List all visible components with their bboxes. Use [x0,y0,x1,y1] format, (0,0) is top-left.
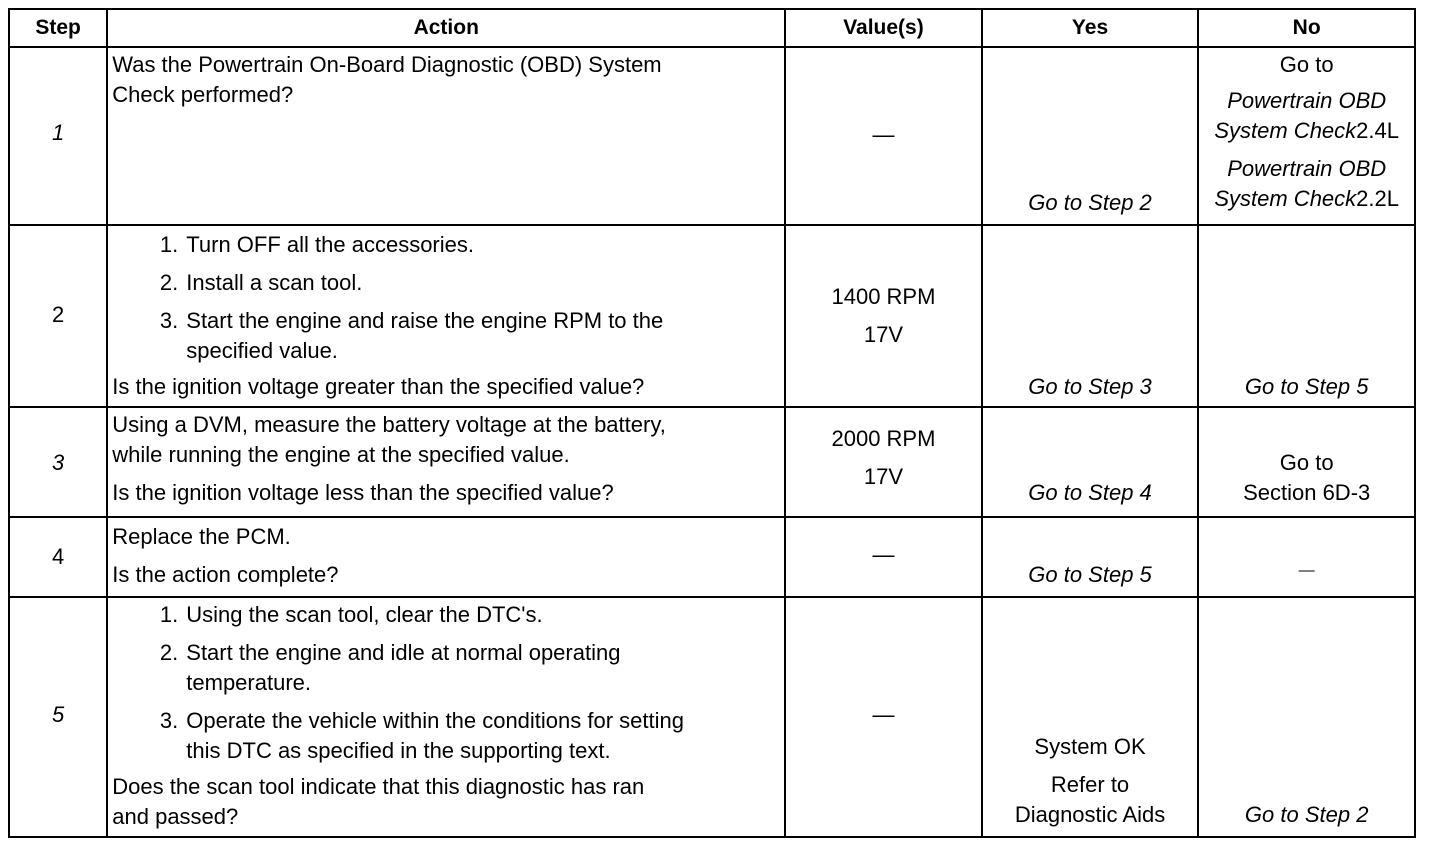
yes-cell [982,225,1199,407]
item-number: 3. [159,708,179,733]
header-action: Action [107,9,785,47]
no-cell [1198,597,1415,837]
action-question: Is the ignition voltage less than the specified value? [112,480,614,505]
list-item [130,638,620,698]
yes-link[interactable]: Go to Step 3 [1028,374,1152,399]
step-number: 3 [52,450,65,475]
action-question: and passed? [112,804,239,829]
step-cell [9,225,107,407]
no-link[interactable]: Go to [1279,450,1334,475]
item-number: 3. [159,308,179,333]
values-cell [785,407,982,517]
yes-cell [982,597,1199,837]
table-row [9,47,1415,225]
yes-cell [982,47,1199,225]
action-text: Replace the PCM. [112,524,291,549]
no-link-text: System Check [1214,186,1357,211]
values-cell [785,225,982,407]
no-text: — [1298,562,1315,579]
no-link[interactable]: Powertrain OBD [1227,156,1387,181]
value-text: 17V [863,322,904,347]
header-no: No [1198,9,1415,47]
table-row [9,225,1415,407]
table-row [9,597,1415,837]
no-link[interactable]: Go to Step 5 [1244,374,1369,399]
action-question: Is the ignition voltage greater than the specified value? [112,374,645,399]
step-number: 1 [52,120,65,145]
no-cell [1198,225,1415,407]
values-cell [785,47,982,225]
step-cell [9,47,107,225]
action-cell [107,47,785,225]
value-text: — [872,542,895,567]
item-text: Install a scan tool. [186,270,363,295]
list-item [130,268,362,298]
no-link[interactable] [1199,116,1414,146]
step-cell [9,407,107,517]
values-cell [785,517,982,597]
header-yes: Yes [982,9,1199,47]
item-number: 2. [159,640,179,665]
no-cell [1198,517,1415,597]
action-cell [107,597,785,837]
no-cell [1198,407,1415,517]
action-cell [107,517,785,597]
no-text: Go to [1279,52,1334,77]
item-text: Turn OFF all the accessories. [186,232,474,257]
action-text: while running the engine at the specified value. [112,442,570,467]
step-number: 2 [52,302,65,327]
item-number: 2. [159,270,179,295]
step-number: 5 [52,702,65,727]
step-number: 4 [52,544,65,569]
no-link[interactable]: Go to Step 2 [1244,802,1369,827]
yes-link[interactable]: Go to Step 4 [1028,480,1152,505]
item-text: Using the scan tool, clear the DTC's. [186,602,543,627]
action-question: Is the action complete? [112,562,339,587]
table-row [9,517,1415,597]
value-text: — [872,122,895,147]
item-text: this DTC as specified in the supporting text. [186,738,611,763]
value-text: 17V [863,464,904,489]
item-text: Start the engine and raise the engine RPM to the [186,308,664,333]
diagnostic-table [8,8,1416,838]
action-cell [107,225,785,407]
list-item [130,230,474,260]
action-text: Was the Powertrain On-Board Diagnostic (OBD) System [112,52,662,77]
action-text: Using a DVM, measure the battery voltage at the battery, [112,412,666,437]
step-cell [9,597,107,837]
engine-size: 2.2L [1356,186,1399,211]
no-link[interactable] [1199,184,1414,214]
item-text: Start the engine and idle at normal operating [186,640,621,665]
header-values: Value(s) [785,9,982,47]
no-cell [1198,47,1415,225]
table-row [9,407,1415,517]
item-number: 1. [159,602,179,627]
yes-link[interactable]: Refer to [1050,772,1130,797]
item-text: temperature. [186,670,311,695]
no-link-text: System Check [1214,118,1357,143]
yes-link[interactable]: Go to Step 5 [1028,562,1152,587]
values-cell [785,597,982,837]
action-text: Check performed? [112,82,294,107]
list-item [130,600,542,630]
list-item [130,706,684,766]
value-text: — [872,702,895,727]
step-cell [9,517,107,597]
item-text: Operate the vehicle within the conditions for setting [186,708,684,733]
yes-link[interactable]: Diagnostic Aids [1014,802,1166,827]
yes-cell [982,517,1199,597]
value-text: 2000 RPM [831,426,936,451]
engine-size: 2.4L [1356,118,1399,143]
yes-cell [982,407,1199,517]
no-link[interactable]: Section 6D-3 [1243,480,1371,505]
item-text: specified value. [186,338,338,363]
action-question: Does the scan tool indicate that this diagnostic has ran [112,774,645,799]
no-link[interactable]: Powertrain OBD [1227,88,1387,113]
item-number: 1. [159,232,179,257]
value-text: 1400 RPM [831,284,936,309]
yes-link[interactable]: Go to Step 2 [1028,190,1152,215]
header-step: Step [9,9,107,47]
list-item [130,306,663,366]
yes-text: System OK [1034,734,1146,759]
header-row [9,9,1415,47]
action-cell [107,407,785,517]
